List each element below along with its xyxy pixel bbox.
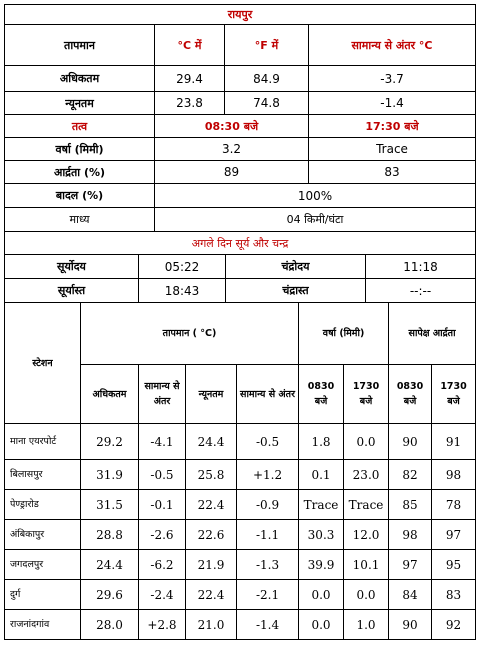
temp-max-label: अधिकतम (5, 66, 155, 92)
city-title: रायपुर (5, 5, 476, 25)
table-row (5, 520, 476, 550)
station-name: बिलासपुर (5, 460, 81, 490)
moonset-time: --:-- (366, 279, 476, 303)
moonrise-label: चंद्रोदय (226, 255, 366, 279)
cell-max: 29.6 (81, 580, 139, 610)
cell-min-dep: -0.5 (237, 424, 299, 460)
table-row (5, 490, 476, 520)
header-max-departure: सामान्य से अंतर (139, 365, 186, 424)
cell-rain-1730: 1.0 (344, 610, 389, 640)
stations-table (4, 302, 476, 640)
cell-min-dep: -0.9 (237, 490, 299, 520)
temp-min-departure: -1.4 (309, 92, 476, 115)
cell-rain-0830: 0.0 (299, 610, 344, 640)
humidity-1730: 83 (309, 161, 476, 184)
cloud-row (5, 184, 476, 208)
cell-rain-0830: 1.8 (299, 424, 344, 460)
station-name: दुर्ग (5, 580, 81, 610)
cell-rh-1730: 78 (432, 490, 476, 520)
temp-max-celsius: 29.4 (155, 66, 225, 92)
cell-min-dep: -1.1 (237, 520, 299, 550)
cell-rh-1730: 92 (432, 610, 476, 640)
rainfall-label: वर्षा (मिमी) (5, 138, 155, 161)
header-rain-0830: 0830 बजे (299, 365, 344, 424)
temp-header-departure: सामान्य से अंतर °C (309, 25, 476, 66)
header-max: अधिकतम (81, 365, 139, 424)
temp-header-fahrenheit: °F में (225, 25, 309, 66)
cell-rh-1730: 91 (432, 424, 476, 460)
raipur-summary-table (4, 4, 476, 232)
elements-header-time2: 17:30 बजे (309, 115, 476, 138)
temp-min-label: न्यूनतम (5, 92, 155, 115)
sun-moon-title: अगले दिन सूर्य और चन्द्र (5, 232, 476, 255)
cell-min: 21.9 (186, 550, 237, 580)
header-rain-1730: 1730 बजे (344, 365, 389, 424)
sunset-label: सूर्यास्त (5, 279, 139, 303)
cell-rh-1730: 83 (432, 580, 476, 610)
table-row (5, 550, 476, 580)
cell-min-dep: -2.1 (237, 580, 299, 610)
header-humidity: सापेक्ष आर्द्रता (389, 303, 476, 365)
cell-max-dep: -2.6 (139, 520, 186, 550)
cell-rh-0830: 90 (389, 424, 432, 460)
cell-max: 31.9 (81, 460, 139, 490)
humidity-0830: 89 (155, 161, 309, 184)
station-name: माना एयरपोर्ट (5, 424, 81, 460)
temp-min-celsius: 23.8 (155, 92, 225, 115)
cell-rh-0830: 97 (389, 550, 432, 580)
header-min: न्यूनतम (186, 365, 237, 424)
cell-min: 22.4 (186, 580, 237, 610)
station-name: पेण्ड्रारोड (5, 490, 81, 520)
sunrise-time: 05:22 (139, 255, 226, 279)
header-station: स्टेशन (5, 303, 81, 424)
header-rh-0830: 0830 बजे (389, 365, 432, 424)
rainfall-1730: Trace (309, 138, 476, 161)
cell-max-dep: -0.1 (139, 490, 186, 520)
cell-max-dep: -6.2 (139, 550, 186, 580)
temp-header-celsius: °C में (155, 25, 225, 66)
table-row (5, 424, 476, 460)
elements-header-label: तत्व (5, 115, 155, 138)
cell-min-dep: +1.2 (237, 460, 299, 490)
cell-rain-1730: 12.0 (344, 520, 389, 550)
cell-rh-0830: 85 (389, 490, 432, 520)
sunset-row (5, 279, 476, 303)
cell-rh-0830: 84 (389, 580, 432, 610)
cell-max: 29.2 (81, 424, 139, 460)
cell-min: 22.6 (186, 520, 237, 550)
cell-max: 28.0 (81, 610, 139, 640)
humidity-label: आर्द्रता (%) (5, 161, 155, 184)
rainfall-row (5, 138, 476, 161)
temp-row-max (5, 66, 476, 92)
temp-max-departure: -3.7 (309, 66, 476, 92)
station-name: अंबिकापुर (5, 520, 81, 550)
table-row (5, 460, 476, 490)
sunrise-row (5, 255, 476, 279)
cell-rain-1730: 23.0 (344, 460, 389, 490)
cell-max: 31.5 (81, 490, 139, 520)
header-temperature: तापमान ( °C) (81, 303, 299, 365)
cell-max-dep: -4.1 (139, 424, 186, 460)
cell-max-dep: -2.4 (139, 580, 186, 610)
header-rh-1730: 1730 बजे (432, 365, 476, 424)
cell-rain-0830: Trace (299, 490, 344, 520)
temp-row-min (5, 92, 476, 115)
station-name: राजनांदगांव (5, 610, 81, 640)
moonrise-time: 11:18 (366, 255, 476, 279)
cell-rain-0830: 0.1 (299, 460, 344, 490)
cell-rain-0830: 30.3 (299, 520, 344, 550)
cell-rain-1730: 0.0 (344, 580, 389, 610)
table-row (5, 610, 476, 640)
cell-max: 28.8 (81, 520, 139, 550)
cloud-value: 100% (155, 184, 476, 208)
cell-min: 22.4 (186, 490, 237, 520)
cell-min: 24.4 (186, 424, 237, 460)
cell-rh-1730: 98 (432, 460, 476, 490)
cell-rh-1730: 95 (432, 550, 476, 580)
rainfall-0830: 3.2 (155, 138, 309, 161)
sun-moon-table (4, 231, 476, 303)
cell-rain-1730: 0.0 (344, 424, 389, 460)
wind-label: माध्य (5, 208, 155, 232)
cell-rh-1730: 97 (432, 520, 476, 550)
cell-max: 24.4 (81, 550, 139, 580)
cell-rain-1730: 10.1 (344, 550, 389, 580)
elements-header-time1: 08:30 बजे (155, 115, 309, 138)
wind-row (5, 208, 476, 232)
cell-rh-0830: 90 (389, 610, 432, 640)
temp-min-fahrenheit: 74.8 (225, 92, 309, 115)
cell-min-dep: -1.3 (237, 550, 299, 580)
sunrise-label: सूर्योदय (5, 255, 139, 279)
wind-value: 04 किमी/घंटा (155, 208, 476, 232)
header-min-departure: सामान्य से अंतर (237, 365, 299, 424)
temp-max-fahrenheit: 84.9 (225, 66, 309, 92)
header-rainfall: वर्षा (मिमी) (299, 303, 389, 365)
humidity-row (5, 161, 476, 184)
cell-rain-0830: 39.9 (299, 550, 344, 580)
cell-rh-0830: 98 (389, 520, 432, 550)
cell-rain-1730: Trace (344, 490, 389, 520)
cell-min: 21.0 (186, 610, 237, 640)
cell-rain-0830: 0.0 (299, 580, 344, 610)
cloud-label: बादल (%) (5, 184, 155, 208)
cell-min: 25.8 (186, 460, 237, 490)
cell-max-dep: -0.5 (139, 460, 186, 490)
moonset-label: चंद्रास्त (226, 279, 366, 303)
sunset-time: 18:43 (139, 279, 226, 303)
temp-header-label: तापमान (5, 25, 155, 66)
cell-min-dep: -1.4 (237, 610, 299, 640)
table-row (5, 580, 476, 610)
cell-rh-0830: 82 (389, 460, 432, 490)
station-name: जगदलपुर (5, 550, 81, 580)
cell-max-dep: +2.8 (139, 610, 186, 640)
